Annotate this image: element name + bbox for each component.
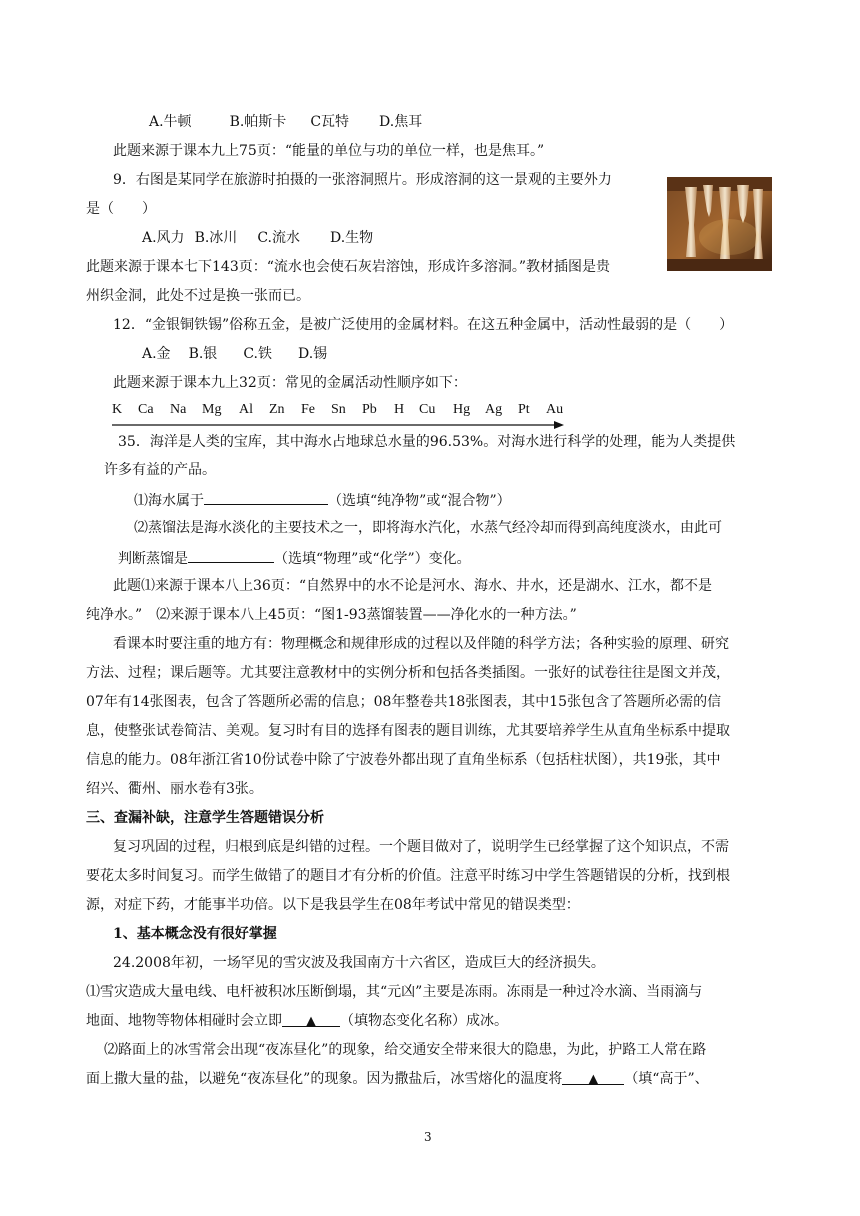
q35-source-line2: 纯净水。” ⑵来源于课本八上45页：“图1-93蒸馏装置——净化水的一种方法。” (86, 607, 577, 623)
paragraph-line: 07年有14张图表，包含了答题所必需的信息；08年整卷共18张图表，其中15张包含了答题所必需的信 (86, 694, 722, 710)
option: A.牛顿 (149, 114, 192, 130)
option: B.帕斯卡 (229, 114, 287, 130)
paragraph-line: 源，对症下药，才能事半功倍。以下是我县学生在08年考试中常见的错误类型： (86, 897, 580, 913)
q9-stem-line2: 是（ ） (86, 201, 156, 217)
paragraph-line: 复习巩固的过程，归根到底是纠错的过程。一个题目做对了，说明学生已经掌握了这个知识点，不需 (113, 839, 729, 855)
q35-part1-hint: （选填“纯净物”或“混合物”） (328, 493, 511, 509)
q24-part1-text: 地面、地物等物体相碰时会立即 (86, 1013, 282, 1029)
q24-part2-line2 (86, 1070, 709, 1088)
q35-part1-text: ⑴海水属于 (134, 493, 204, 509)
q35-part2-hint: （选填“物理”或“化学”）变化。 (274, 551, 471, 567)
metal-symbol: Fe (301, 402, 315, 417)
answer-blank[interactable] (204, 490, 328, 505)
paragraph-line: 信息的能力。08年浙江省10份试卷中除了宁波卷外都出现了直角坐标系（包括柱状图），共19张，其中 (86, 752, 721, 768)
cave-photo (667, 177, 772, 271)
option: C.铁 (243, 346, 272, 362)
q24-part1-line2 (86, 1012, 508, 1030)
option: A.风力 (142, 230, 185, 246)
metal-symbol: Zn (269, 402, 285, 417)
option: D.焦耳 (379, 114, 423, 130)
paragraph-line: 看课本时要注重的地方有：物理概念和规律形成的过程以及伴随的科学方法；各种实验的原理、研究 (113, 636, 729, 652)
paragraph-line: 息，使整张试卷简洁、美观。复习时有目的选择有图表的题目训练，尤其要培养学生从直角坐标系中提取 (86, 723, 730, 739)
section-heading: 三、查漏补缺，注意学生答题错误分析 (86, 810, 324, 826)
q24-part1-hint: （填物态变化名称）成冰。 (340, 1013, 508, 1029)
option: B.银 (188, 346, 218, 362)
unit-question-options (149, 113, 422, 131)
metal-symbol: Mg (202, 402, 222, 417)
q12-stem: 12．“金银铜铁锡”俗称五金，是被广泛使用的金属材料。在这五种金属中，活动性最弱的是（ ） (113, 317, 734, 333)
q9-source-line2: 州织金洞，此处不过是换一张而已。 (86, 288, 310, 304)
q35-stem-line1: 35．海洋是人类的宝库，其中海水占地球总水量的96.53%。对海水进行科学的处理，能为人类提供 (118, 434, 736, 450)
metal-symbol: Pt (518, 402, 530, 417)
q24-part2-text: 面上撒大量的盐，以避免“夜冻昼化”的现象。因为撒盐后，冰雪熔化的温度将 (86, 1071, 563, 1087)
q9-source-line1: 此题来源于课本七下143页：“流水也会使石灰岩溶蚀，形成许多溶洞。”教材插图是贵 (86, 259, 611, 275)
metal-symbol: Ca (138, 402, 154, 417)
q9-stem-line1: 9．右图是某同学在旅游时拍摄的一张溶洞照片。形成溶洞的这一景观的主要外力 (113, 172, 612, 188)
option: D.生物 (329, 230, 374, 246)
option: D.锡 (297, 346, 328, 362)
q24-part2-hint: （填“高于”、 (624, 1071, 709, 1087)
metal-symbol: Al (239, 402, 253, 417)
q12-source: 此题来源于课本九上32页：常见的金属活动性顺序如下： (113, 375, 467, 391)
answer-blank[interactable] (562, 1070, 624, 1085)
option: A.金 (142, 346, 171, 362)
metal-symbol: Na (170, 402, 187, 417)
triangle-marker-icon: ▲ (588, 1072, 599, 1087)
metal-symbol: Au (546, 402, 564, 417)
metal-symbol: K (112, 402, 123, 417)
unit-question-source: 此题来源于课本九上75页：“能量的单位与功的单位一样，也是焦耳。” (113, 143, 545, 159)
q35-stem-line2: 许多有益的产品。 (104, 462, 216, 478)
metal-symbol: Ag (485, 402, 503, 417)
metal-symbol: Hg (453, 402, 471, 417)
activity-arrow (112, 420, 564, 430)
paragraph-line: 要花太多时间复习。而学生做错了的题目才有分析的价值。注意平时练习中学生答题错误的分析，找到根 (86, 868, 730, 884)
option: C.流水 (257, 230, 300, 246)
q35-part2-text: 判断蒸馏是 (118, 551, 188, 567)
q9-options (142, 229, 373, 247)
q12-options (142, 345, 327, 363)
answer-blank[interactable] (282, 1012, 340, 1027)
q24-part1-line1: ⑴雪灾造成大量电线、电杆被积冰压断倒塌，其“元凶”主要是冻雨。冻雨是一种过冷水滴、当雨滴与 (86, 984, 703, 1000)
metal-symbol: H (394, 402, 405, 417)
q24-part2-line1: ⑵路面上的冰雪常会出现“夜冻昼化”的现象，给交通安全带来很大的隐患，为此，护路工人常在路 (104, 1042, 707, 1058)
paragraph-line: 方法、过程；课后题等。尤其要注意教材中的实例分析和包括各类插图。一张好的试卷往往是图文并茂， (86, 665, 730, 681)
metal-symbol: Cu (419, 402, 436, 417)
triangle-marker-icon: ▲ (306, 1014, 316, 1029)
option: B.冰川 (194, 230, 238, 246)
q35-part2-line2 (118, 548, 471, 568)
cave-photo-illustration (667, 177, 772, 271)
subsection-heading: 1、基本概念没有很好掌握 (113, 926, 277, 942)
q24-stem: 24.2008年初，一场罕见的雪灾波及我国南方十六省区，造成巨大的经济损失。 (113, 955, 605, 971)
metal-symbol: Sn (331, 402, 346, 417)
option: C瓦特 (310, 114, 350, 130)
paragraph-line: 绍兴、衢州、丽水卷有3张。 (86, 781, 263, 797)
q35-part1 (134, 490, 511, 510)
answer-blank[interactable] (188, 548, 274, 563)
metal-symbol: Pb (362, 402, 377, 417)
page-number: 3 (424, 1130, 432, 1144)
q35-part2-line1: ⑵蒸馏法是海水淡化的主要技术之一，即将海水汽化，水蒸气经冷却而得到高纯度淡水，由此可 (134, 520, 722, 536)
q35-source-line1: 此题⑴来源于课本八上36页：“自然界中的水不论是河水、海水、井水，还是湖水、江水，都不是 (113, 578, 712, 594)
